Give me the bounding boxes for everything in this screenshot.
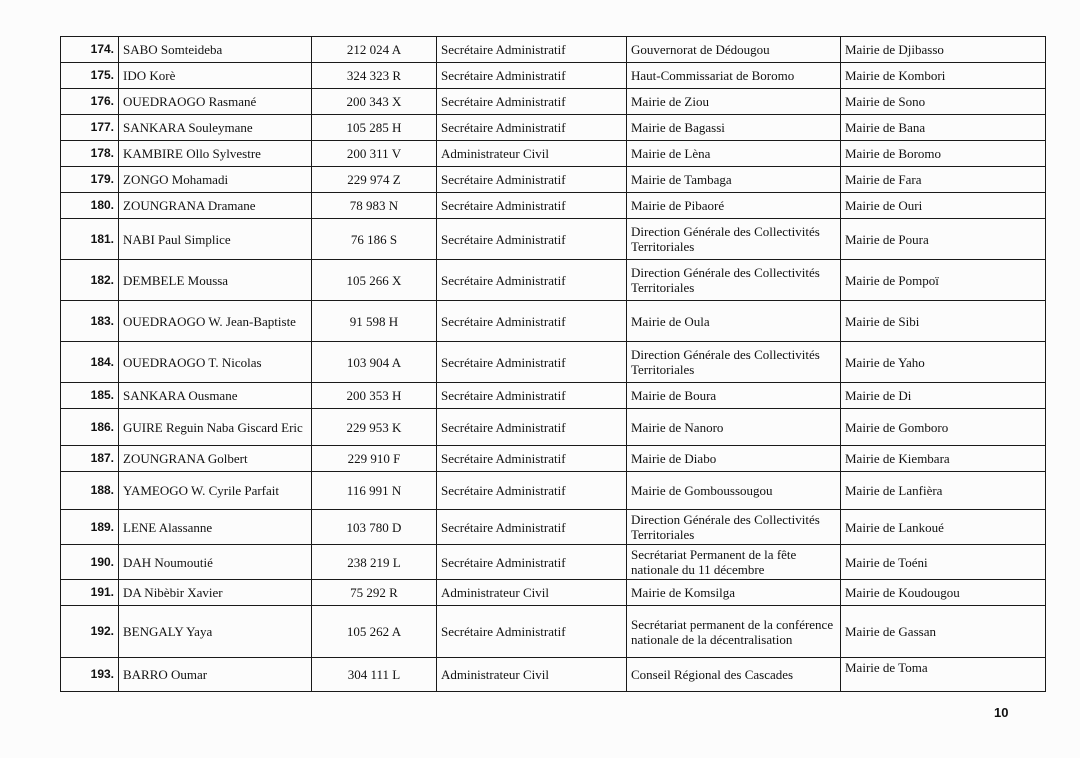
table-row xyxy=(61,409,1046,446)
function: Secrétaire Administratif xyxy=(437,37,627,63)
table-row xyxy=(61,606,1046,658)
table-row xyxy=(61,383,1046,409)
matricule: 103 780 D xyxy=(312,510,437,545)
agent-name: ZOUNGRANA Dramane xyxy=(119,193,312,219)
matricule: 200 343 X xyxy=(312,89,437,115)
agent-name: OUEDRAOGO Rasmané xyxy=(119,89,312,115)
origin-service: Mairie de Lèna xyxy=(627,141,841,167)
origin-service: Mairie de Gomboussougou xyxy=(627,472,841,510)
destination-service: Mairie de Di xyxy=(841,383,1046,409)
function: Secrétaire Administratif xyxy=(437,63,627,89)
table-row xyxy=(61,115,1046,141)
table-body xyxy=(61,37,1046,692)
destination-service: Mairie de Ouri xyxy=(841,193,1046,219)
row-number: 187. xyxy=(61,446,119,472)
matricule: 103 904 A xyxy=(312,342,437,383)
destination-service: Mairie de Koudougou xyxy=(841,580,1046,606)
matricule: 105 285 H xyxy=(312,115,437,141)
matricule: 200 311 V xyxy=(312,141,437,167)
origin-service: Secrétariat permanent de la conférence nationale de la décentralisation xyxy=(627,606,841,658)
table-row xyxy=(61,545,1046,580)
destination-service: Mairie de Kiembara xyxy=(841,446,1046,472)
table-row xyxy=(61,342,1046,383)
agent-name: ZOUNGRANA Golbert xyxy=(119,446,312,472)
destination-service: Mairie de Kombori xyxy=(841,63,1046,89)
function: Secrétaire Administratif xyxy=(437,260,627,301)
matricule: 238 219 L xyxy=(312,545,437,580)
row-number: 183. xyxy=(61,301,119,342)
destination-service: Mairie de Lanfièra xyxy=(841,472,1046,510)
agent-name: DA Nibèbir Xavier xyxy=(119,580,312,606)
agent-name: YAMEOGO W. Cyrile Parfait xyxy=(119,472,312,510)
assignment-table xyxy=(60,36,1046,692)
origin-service: Mairie de Ziou xyxy=(627,89,841,115)
destination-service: Mairie de Lankoué xyxy=(841,510,1046,545)
table-row xyxy=(61,167,1046,193)
matricule: 78 983 N xyxy=(312,193,437,219)
function: Secrétaire Administratif xyxy=(437,472,627,510)
destination-service: Mairie de Djibasso xyxy=(841,37,1046,63)
table-row xyxy=(61,658,1046,692)
agent-name: DAH Noumoutié xyxy=(119,545,312,580)
matricule: 229 974 Z xyxy=(312,167,437,193)
function: Administrateur Civil xyxy=(437,580,627,606)
destination-service: Mairie de Sibi xyxy=(841,301,1046,342)
function: Administrateur Civil xyxy=(437,658,627,692)
agent-name: DEMBELE Moussa xyxy=(119,260,312,301)
function: Secrétaire Administratif xyxy=(437,510,627,545)
table-row xyxy=(61,37,1046,63)
agent-name: KAMBIRE Ollo Sylvestre xyxy=(119,141,312,167)
row-number: 185. xyxy=(61,383,119,409)
destination-service: Mairie de Boromo xyxy=(841,141,1046,167)
origin-service: Direction Générale des Collectivités Territoriales xyxy=(627,219,841,260)
row-number: 182. xyxy=(61,260,119,301)
agent-name: GUIRE Reguin Naba Giscard Eric xyxy=(119,409,312,446)
agent-name: SANKARA Ousmane xyxy=(119,383,312,409)
origin-service: Haut-Commissariat de Boromo xyxy=(627,63,841,89)
origin-service: Conseil Régional des Cascades xyxy=(627,658,841,692)
matricule: 91 598 H xyxy=(312,301,437,342)
agent-name: IDO Korè xyxy=(119,63,312,89)
matricule: 229 953 K xyxy=(312,409,437,446)
agent-name: LENE Alassanne xyxy=(119,510,312,545)
origin-service: Mairie de Tambaga xyxy=(627,167,841,193)
table-row xyxy=(61,510,1046,545)
table-row xyxy=(61,301,1046,342)
agent-name: SABO Somteideba xyxy=(119,37,312,63)
destination-service: Mairie de Fara xyxy=(841,167,1046,193)
agent-name: SANKARA Souleymane xyxy=(119,115,312,141)
agent-name: BENGALY Yaya xyxy=(119,606,312,658)
row-number: 179. xyxy=(61,167,119,193)
row-number: 175. xyxy=(61,63,119,89)
row-number: 190. xyxy=(61,545,119,580)
row-number: 174. xyxy=(61,37,119,63)
table-row xyxy=(61,219,1046,260)
matricule: 200 353 H xyxy=(312,383,437,409)
origin-service: Mairie de Oula xyxy=(627,301,841,342)
function: Secrétaire Administratif xyxy=(437,606,627,658)
function: Secrétaire Administratif xyxy=(437,115,627,141)
function: Secrétaire Administratif xyxy=(437,219,627,260)
agent-name: OUEDRAOGO T. Nicolas xyxy=(119,342,312,383)
table-row xyxy=(61,472,1046,510)
origin-service: Mairie de Bagassi xyxy=(627,115,841,141)
table-row xyxy=(61,580,1046,606)
destination-service: Mairie de Gomboro xyxy=(841,409,1046,446)
table-row xyxy=(61,260,1046,301)
origin-service: Mairie de Nanoro xyxy=(627,409,841,446)
row-number: 177. xyxy=(61,115,119,141)
agent-name: NABI Paul Simplice xyxy=(119,219,312,260)
destination-service: Mairie de Toma xyxy=(841,658,1046,692)
function: Secrétaire Administratif xyxy=(437,409,627,446)
function: Secrétaire Administratif xyxy=(437,193,627,219)
origin-service: Mairie de Diabo xyxy=(627,446,841,472)
matricule: 105 266 X xyxy=(312,260,437,301)
destination-service: Mairie de Toéni xyxy=(841,545,1046,580)
destination-service: Mairie de Poura xyxy=(841,219,1046,260)
table-row xyxy=(61,63,1046,89)
agent-name: BARRO Oumar xyxy=(119,658,312,692)
table-row xyxy=(61,141,1046,167)
agent-name: OUEDRAOGO W. Jean-Baptiste xyxy=(119,301,312,342)
function: Secrétaire Administratif xyxy=(437,383,627,409)
function: Administrateur Civil xyxy=(437,141,627,167)
row-number: 178. xyxy=(61,141,119,167)
function: Secrétaire Administratif xyxy=(437,342,627,383)
agent-name: ZONGO Mohamadi xyxy=(119,167,312,193)
row-number: 180. xyxy=(61,193,119,219)
origin-service: Direction Générale des Collectivités Territoriales xyxy=(627,510,841,545)
matricule: 212 024 A xyxy=(312,37,437,63)
row-number: 191. xyxy=(61,580,119,606)
row-number: 188. xyxy=(61,472,119,510)
origin-service: Gouvernorat de Dédougou xyxy=(627,37,841,63)
row-number: 184. xyxy=(61,342,119,383)
page-number: 10 xyxy=(994,705,1009,720)
function: Secrétaire Administratif xyxy=(437,446,627,472)
function: Secrétaire Administratif xyxy=(437,301,627,342)
row-number: 186. xyxy=(61,409,119,446)
row-number: 181. xyxy=(61,219,119,260)
matricule: 324 323 R xyxy=(312,63,437,89)
row-number: 193. xyxy=(61,658,119,692)
table-row xyxy=(61,89,1046,115)
row-number: 189. xyxy=(61,510,119,545)
destination-service: Mairie de Bana xyxy=(841,115,1046,141)
row-number: 176. xyxy=(61,89,119,115)
origin-service: Mairie de Boura xyxy=(627,383,841,409)
matricule: 229 910 F xyxy=(312,446,437,472)
origin-service: Mairie de Komsilga xyxy=(627,580,841,606)
origin-service: Secrétariat Permanent de la fête nationale du 11 décembre xyxy=(627,545,841,580)
origin-service: Mairie de Pibaoré xyxy=(627,193,841,219)
function: Secrétaire Administratif xyxy=(437,89,627,115)
origin-service: Direction Générale des Collectivités Territoriales xyxy=(627,342,841,383)
destination-service: Mairie de Pompoï xyxy=(841,260,1046,301)
destination-service: Mairie de Sono xyxy=(841,89,1046,115)
table-row xyxy=(61,193,1046,219)
function: Secrétaire Administratif xyxy=(437,167,627,193)
row-number: 192. xyxy=(61,606,119,658)
origin-service: Direction Générale des Collectivités Territoriales xyxy=(627,260,841,301)
matricule: 105 262 A xyxy=(312,606,437,658)
matricule: 304 111 L xyxy=(312,658,437,692)
table-row xyxy=(61,446,1046,472)
destination-service: Mairie de Gassan xyxy=(841,606,1046,658)
matricule: 116 991 N xyxy=(312,472,437,510)
destination-service: Mairie de Yaho xyxy=(841,342,1046,383)
matricule: 76 186 S xyxy=(312,219,437,260)
function: Secrétaire Administratif xyxy=(437,545,627,580)
matricule: 75 292 R xyxy=(312,580,437,606)
